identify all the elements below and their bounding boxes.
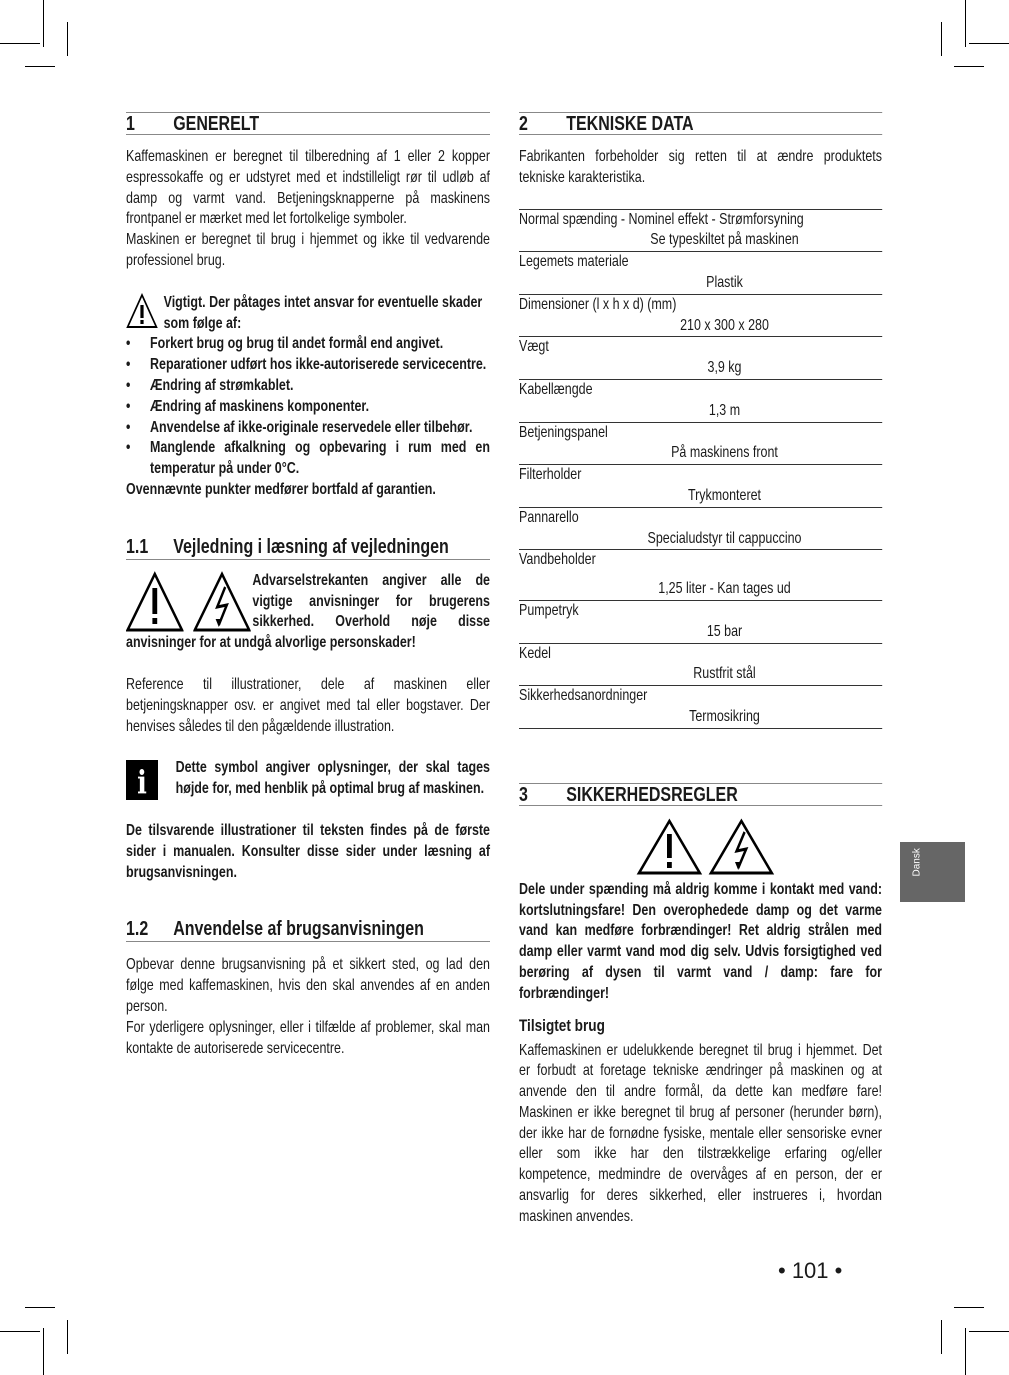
section-number: 1.2 bbox=[126, 918, 149, 941]
spec-label: Betjeningspanel bbox=[519, 423, 608, 441]
warning-triangle-icon bbox=[126, 571, 184, 633]
spec-value: På maskinens front bbox=[671, 444, 778, 462]
section-title: TEKNISKE DATA bbox=[566, 113, 694, 135]
info-block bbox=[126, 758, 490, 800]
left-column bbox=[126, 112, 490, 1059]
paragraph: Maskinen er beregnet til brug i hjemmet og ikke til vedvarende professionel brug. bbox=[126, 231, 490, 269]
crop-mark bbox=[954, 1307, 984, 1308]
spec-row bbox=[519, 465, 882, 508]
spec-row bbox=[519, 601, 882, 644]
right-column bbox=[519, 112, 882, 1228]
section-title: SIKKERHEDSREGLER bbox=[566, 783, 738, 806]
list-item: • Ændring af maskinens komponenter. bbox=[126, 397, 490, 418]
crop-mark bbox=[969, 43, 1009, 44]
paragraph: Kaffemaskinen er udelukkende beregnet til brug i hjemmet. Det er forbudt at foretage tekniske ændringer på maskinen og at anvende den til andre formål, da dette kan medføre fare! Maskinen er ikke beregnet til brug af personer (herunder børn), der ikke har de fornødne fysiske, mentale eller sensoriske evner eller som ikke har den tilstrækkelige erfaring og/eller kompetence, medmindre de overvåges af en person, der er ansvarlig for deres sikkerhed, eller instrueres i, hvordan maskinen anvendes. bbox=[519, 1041, 882, 1225]
language-tab-label: Dansk bbox=[911, 848, 923, 877]
spec-row bbox=[519, 423, 882, 466]
paragraph: For yderligere oplysninger, eller i tilfælde af problemer, skal man kontakte de autoriserede servicecentre. bbox=[126, 1018, 490, 1057]
safety-warning-block bbox=[126, 571, 490, 654]
crop-mark bbox=[969, 1331, 1009, 1332]
spec-label: Kedel bbox=[519, 644, 551, 662]
spec-value: Specialudstyr til cappuccino bbox=[647, 529, 802, 547]
warning-block bbox=[126, 293, 490, 335]
paragraph: Opbevar denne brugsanvisning på et sikkert sted, og lad den følge med kaffemaskinen, hvis den skal anvendes af en anden person. bbox=[126, 956, 490, 1015]
crop-mark bbox=[941, 22, 942, 56]
section-number: 1.1 bbox=[126, 535, 149, 558]
spec-value: Rustfrit stål bbox=[693, 665, 756, 683]
warning-triangle-icon bbox=[636, 818, 703, 876]
list-item: • Manglende afkalkning og opbevaring i rum med en temperatur på under 0°C. bbox=[126, 438, 490, 480]
spec-label: Sikkerhedsanordninger bbox=[519, 687, 648, 705]
spec-row bbox=[519, 210, 882, 253]
crop-mark bbox=[25, 1307, 55, 1308]
warning-heading: Vigtigt. Der påtages intet ansvar for eventuelle skader som følge af: bbox=[163, 293, 483, 332]
warning-triangle-icon bbox=[126, 293, 158, 329]
spec-label: Kabellængde bbox=[519, 380, 593, 398]
page-number: • 101 • bbox=[778, 1258, 843, 1283]
crop-mark bbox=[25, 66, 55, 67]
section-number: 1 bbox=[126, 113, 135, 135]
liability-list bbox=[126, 334, 490, 480]
section-1-heading bbox=[126, 112, 490, 135]
spec-row bbox=[519, 295, 882, 338]
spec-row bbox=[519, 686, 882, 729]
section-number: 3 bbox=[519, 783, 528, 806]
spec-value: Trykmonteret bbox=[687, 486, 762, 504]
spec-label: Filterholder bbox=[519, 466, 582, 484]
spec-row bbox=[519, 508, 882, 551]
spec-value: 210 x 300 x 280 bbox=[680, 316, 769, 334]
spec-row bbox=[519, 550, 882, 601]
info-text: Dette symbol angiver oplysninger, der skal tages højde for, med henblik på optimal brug af maskinen. bbox=[175, 759, 490, 798]
section-1-1-heading bbox=[126, 537, 490, 560]
crop-mark bbox=[954, 66, 984, 67]
crop-mark bbox=[43, 0, 44, 47]
section-title: Vejledning i læsning af vejledningen bbox=[173, 535, 449, 558]
intended-use-heading: Tilsigtet brug bbox=[519, 1015, 605, 1035]
spec-row bbox=[519, 644, 882, 687]
paragraph: De tilsvarende illustrationer til teksten findes på de første sider i manualen. Konsulter disse sider under læsning af brugsanvisningen. bbox=[126, 821, 490, 881]
spec-table bbox=[519, 209, 882, 729]
spec-value: 15 bar bbox=[706, 622, 743, 640]
section-title: GENERELT bbox=[173, 113, 260, 135]
spec-label: Normal spænding - Nominel effekt - Strømforsyning bbox=[519, 210, 804, 228]
svg-text:i: i bbox=[137, 763, 147, 801]
spec-value: Plastik bbox=[706, 273, 743, 291]
crop-mark bbox=[965, 0, 966, 47]
crop-mark bbox=[941, 1320, 942, 1354]
electric-shock-icon bbox=[708, 818, 775, 876]
paragraph: Kaffemaskinen er beregnet til tilberedning af 1 eller 2 kopper espressokaffe og er udstyret med et indstilleligt rør til udløb af damp og varmt vand. Betjeningsknapperne på maskinens frontpanel er mærket med let fortolkelige symboler. bbox=[126, 148, 490, 228]
spec-row bbox=[519, 380, 882, 423]
section-3-heading bbox=[519, 783, 882, 806]
spec-label: Pannarello bbox=[519, 508, 579, 526]
spec-value: Se typeskiltet på maskinen bbox=[650, 231, 799, 249]
info-icon bbox=[126, 760, 158, 800]
list-item: • Reparationer udført hos ikke-autoriserede servicecentre. bbox=[126, 355, 490, 376]
spec-label: Vægt bbox=[519, 338, 549, 356]
section-1-2-heading bbox=[126, 919, 490, 942]
paragraph: Fabrikanten forbeholder sig retten til at ændre produktets tekniske karakteristika. bbox=[519, 148, 882, 186]
spec-row bbox=[519, 337, 882, 380]
warranty-note: Ovennævnte punkter medfører bortfald af garantien. bbox=[126, 480, 436, 498]
spec-value: 3,9 kg bbox=[707, 359, 742, 377]
list-item: • Forkert brug og brug til andet formål end angivet. bbox=[126, 334, 490, 355]
section-2-heading bbox=[519, 112, 882, 135]
spec-label: Vandbeholder bbox=[519, 551, 596, 569]
safety-warning-text: Dele under spænding må aldrig komme i kontakt med vand: kortslutningsfare! Den overophedede damp og det varme vand kan medføre forbrændinger! Ret aldrig strålen med damp eller varmt vand mod dig selv. Udvis forsigtighed ved berøring af dysen til varmt vand / damp: fare for forbrændinger! bbox=[519, 880, 882, 1002]
crop-mark bbox=[0, 1331, 40, 1332]
crop-mark bbox=[67, 1320, 68, 1354]
electric-shock-icon bbox=[193, 571, 251, 633]
safety-warning-text: Advarselstrekanten angiver alle de vigtige anvisninger for brugerens sikkerhed. Overhold nøje disse anvisninger for at undgå alvorlige personskader! bbox=[126, 571, 490, 652]
spec-value: Termosikring bbox=[689, 707, 760, 725]
spec-label: Dimensioner (l x h x d) (mm) bbox=[519, 295, 677, 313]
spec-value: 1,3 m bbox=[708, 401, 741, 419]
spec-label: Legemets materiale bbox=[519, 253, 629, 271]
safety-icons bbox=[519, 818, 882, 876]
language-tab bbox=[900, 842, 965, 902]
spec-value: 1,25 liter - Kan tages ud bbox=[658, 580, 791, 598]
crop-mark bbox=[43, 1328, 44, 1375]
crop-mark bbox=[965, 1328, 966, 1375]
spec-row bbox=[519, 252, 882, 295]
crop-mark bbox=[67, 22, 68, 56]
section-number: 2 bbox=[519, 113, 528, 135]
list-item: • Ændring af strømkablet. bbox=[126, 376, 490, 397]
crop-mark bbox=[0, 43, 40, 44]
section-title: Anvendelse af brugsanvisningen bbox=[173, 918, 424, 941]
paragraph: Reference til illustrationer, dele af maskinen eller betjeningsknapper osv. er angivet med tal eller bogstaver. Der henvises således til den pågældende illustration. bbox=[126, 675, 490, 735]
spec-label: Pumpetryk bbox=[519, 601, 579, 619]
list-item: • Anvendelse af ikke-originale reservedele eller tilbehør. bbox=[126, 418, 490, 439]
